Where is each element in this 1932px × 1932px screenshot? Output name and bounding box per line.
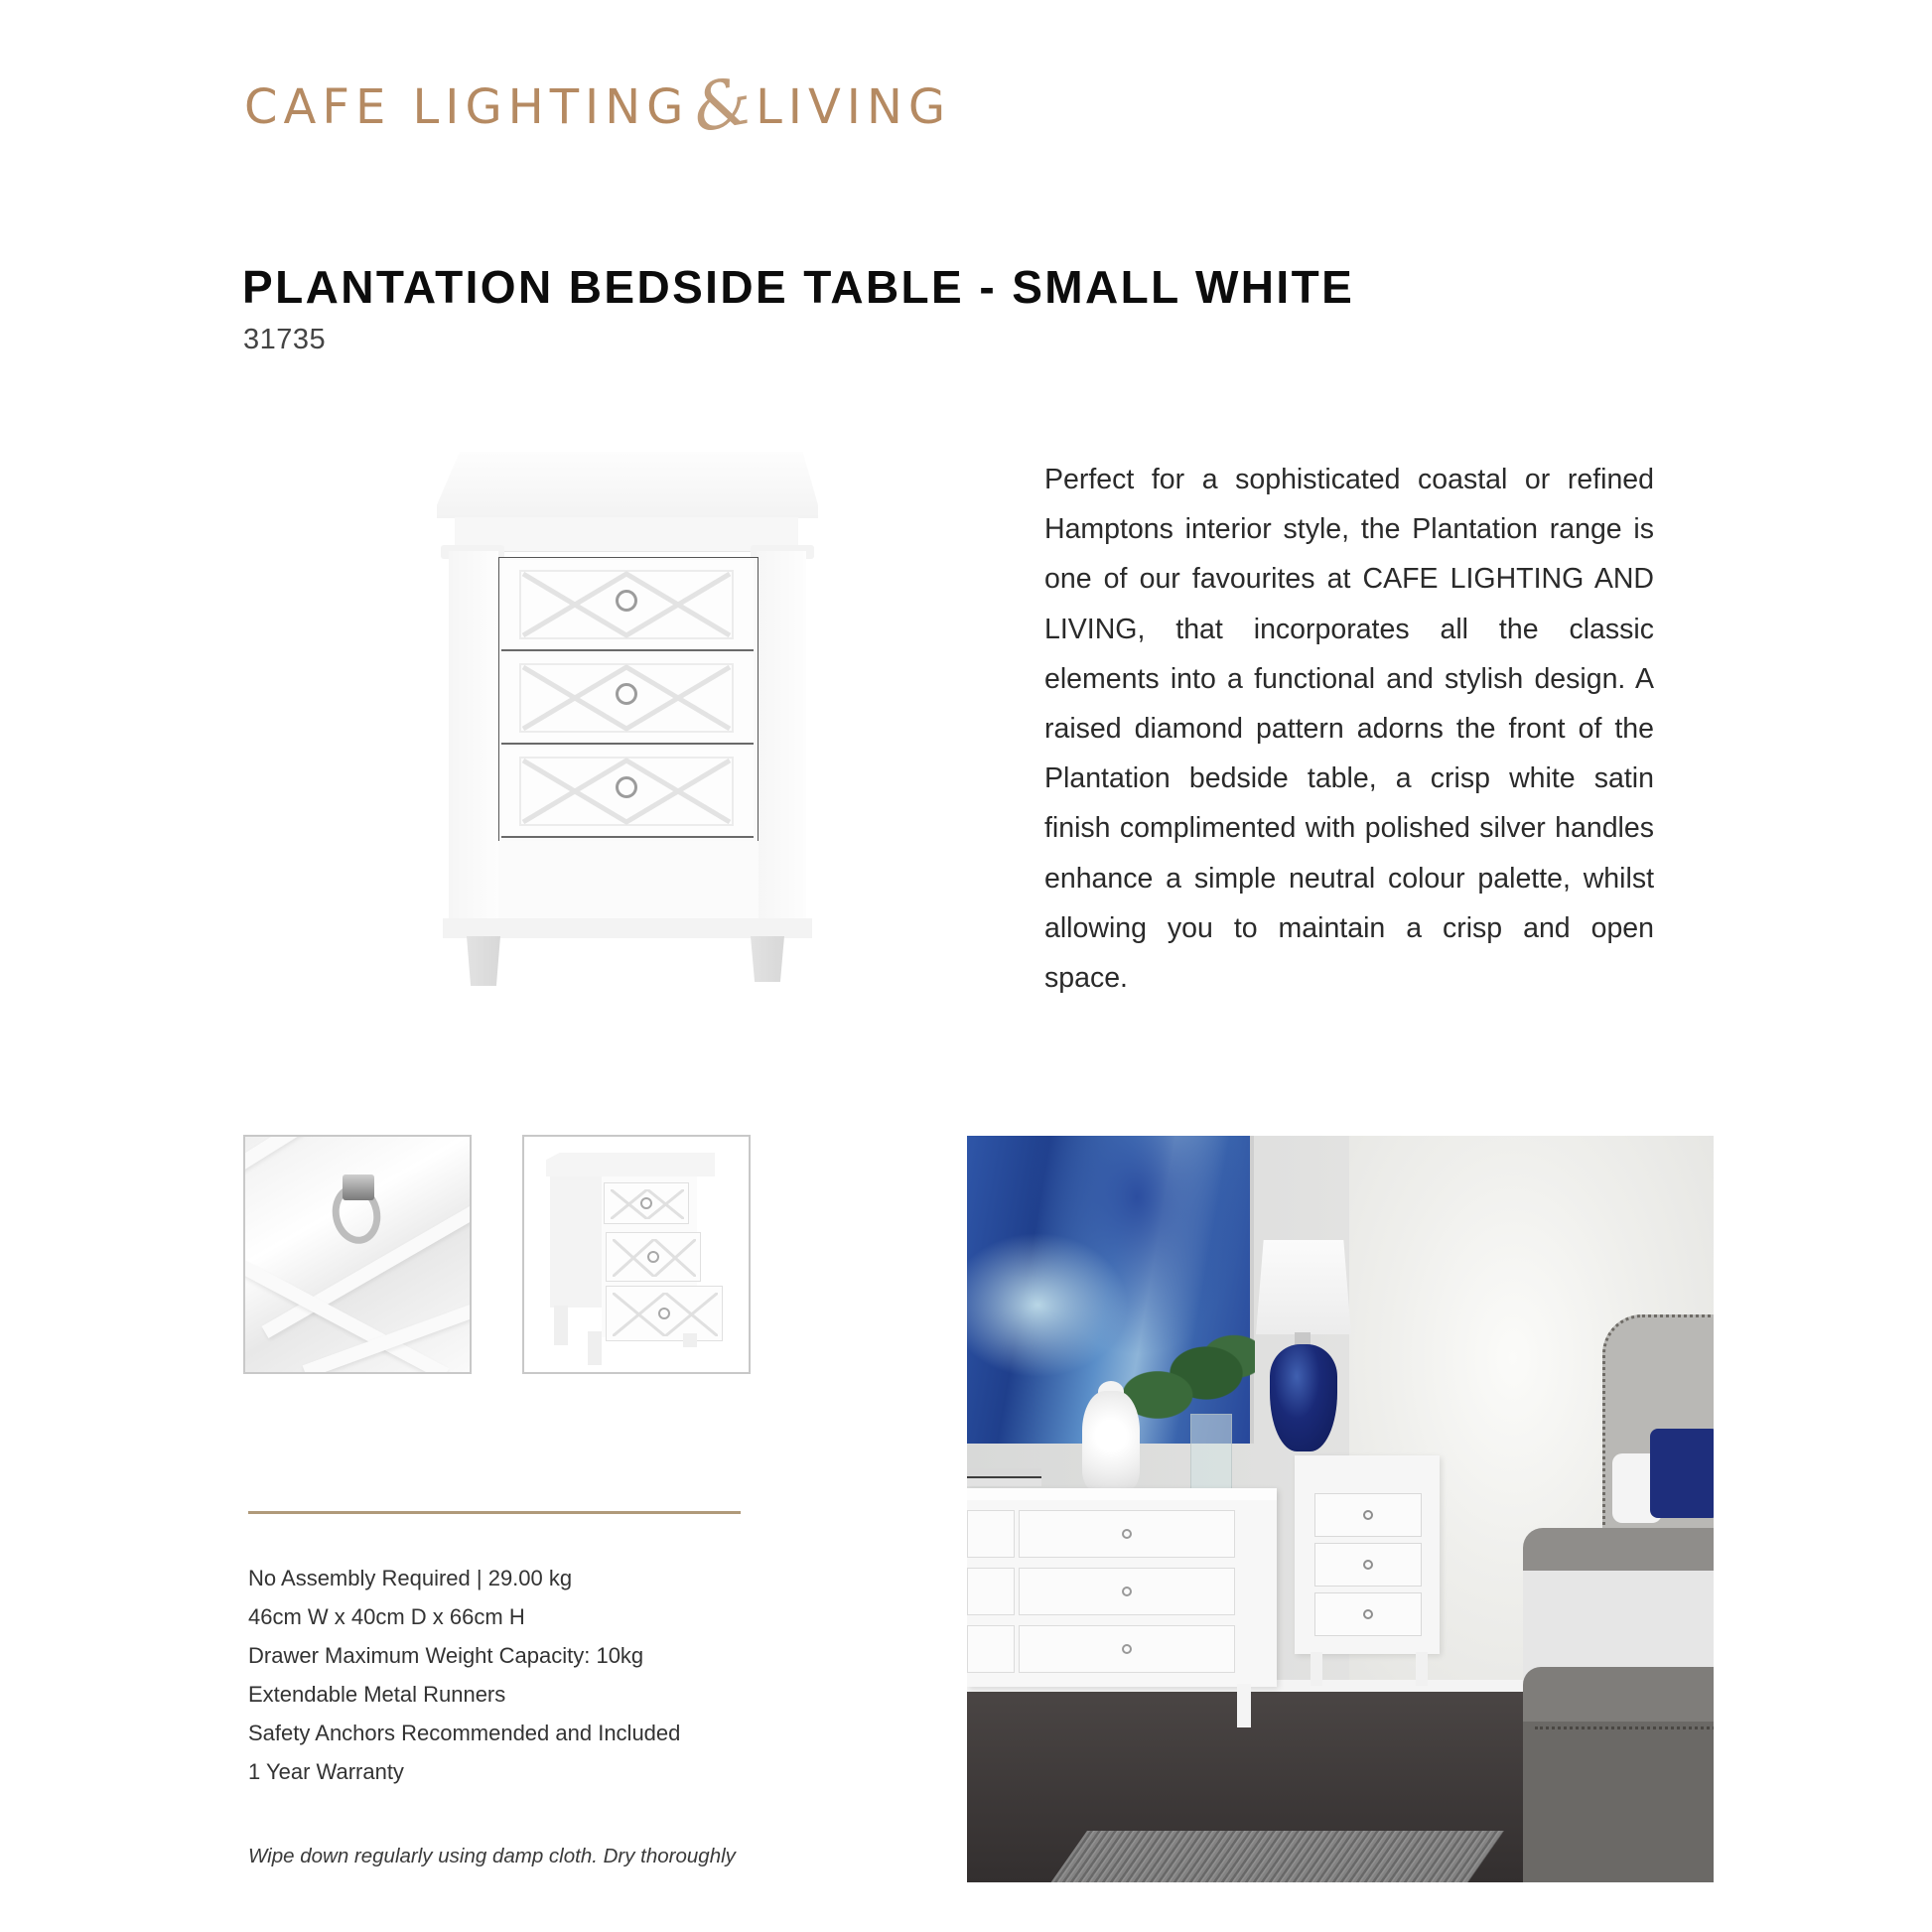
table-apron [455,517,798,552]
logo-text-right: LIVING [756,79,952,135]
leg-left [467,936,500,986]
drawer-open [606,1232,701,1282]
thumbnail-handle-detail[interactable] [243,1135,472,1374]
dresser-drawer [967,1568,1015,1615]
thumbnail-drawers-open[interactable] [522,1135,751,1374]
drawer [1314,1592,1422,1636]
spec-list [248,1559,680,1791]
navy-cushion [1650,1429,1714,1518]
brand-logo [244,61,952,148]
ring-handle-icon [647,1251,659,1263]
books [967,1468,1041,1486]
spec-item: Drawer Maximum Weight Capacity: 10kg [248,1643,644,1668]
nailhead-trim [1535,1726,1714,1731]
logo-text-left: CAFE LIGHTING [244,79,690,135]
table-side [550,1176,603,1308]
drawer-3 [501,747,754,838]
drawer-cabinet [498,557,759,843]
ring-handle-icon [1363,1560,1373,1570]
ring-handle-icon [1122,1529,1132,1539]
spec-item: Safety Anchors Recommended and Included [248,1721,681,1745]
table-base [443,918,812,938]
spec-item: 46cm W x 40cm D x 66cm H [248,1604,525,1629]
drawer-open [606,1286,723,1341]
drawer [1314,1493,1422,1537]
post-left [449,551,498,920]
handle-mount-icon [343,1174,374,1200]
dresser-drawer [1019,1510,1235,1558]
bedside-table-in-room [1295,1455,1440,1654]
care-instructions: Wipe down regularly using damp cloth. Dry thoroughly [248,1845,736,1867]
rug [1045,1831,1504,1882]
room-lifestyle-image[interactable] [967,1136,1714,1882]
leg-right [751,936,784,982]
drawer [1314,1543,1422,1587]
bottom-rail [498,841,759,920]
drawer-closed [604,1182,689,1224]
lamp-shade [1256,1240,1351,1334]
logo-ampersand: & [687,61,759,148]
upholstered-bench [1523,1667,1714,1882]
leg [554,1306,568,1345]
ring-handle-icon [640,1197,652,1209]
drawer-2 [501,653,754,745]
dresser-drawer [1019,1625,1235,1673]
ginger-jar [1082,1391,1140,1490]
drawer-1 [501,560,754,651]
gold-divider [248,1511,741,1514]
dresser-leg [1237,1684,1251,1727]
dresser-drawer [967,1625,1015,1673]
ring-handle-icon [1122,1587,1132,1596]
ring-handle-icon [1363,1510,1373,1520]
product-sku: 31735 [243,324,327,355]
ring-handle-icon [616,683,637,705]
dresser [967,1488,1277,1687]
glass-vase [1190,1414,1232,1492]
post-right [757,551,806,920]
spec-item: Extendable Metal Runners [248,1682,506,1707]
blue-gourd-lamp [1270,1344,1337,1451]
bedside-leg [1311,1652,1322,1686]
dresser-drawer [1019,1568,1235,1615]
dresser-top [967,1488,1277,1500]
ring-handle-icon [616,590,637,612]
ring-handle-icon [616,776,637,798]
product-title: PLANTATION BEDSIDE TABLE - SMALL WHITE [242,261,1355,313]
ring-handle-icon [658,1308,670,1319]
hero-product-image [435,452,820,988]
ring-handle-icon [1122,1644,1132,1654]
leg [683,1333,697,1347]
table-top [437,452,818,518]
bedside-leg [1416,1652,1428,1686]
spec-item: No Assembly Required | 29.00 kg [248,1566,573,1590]
ring-handle-icon [1363,1609,1373,1619]
dresser-drawer-row [967,1625,1237,1675]
product-description: Perfect for a sophisticated coastal or refined Hamptons interior style, the Plantation range is one of our favourites at CAFE LIGHTING AND LIVING, that incorporates all the classic elements into a functional and stylish design. A raised diamond pattern adorns the front of the Plantation bedside table, a crisp white satin finish complimented with polished silver handles enhance a simple neutral colour palette, whilst allowing you to maintain a crisp and open space. [1044,464,1654,995]
dresser-drawer-row [967,1510,1237,1560]
table-top [546,1153,715,1176]
molding-line [243,1135,397,1179]
dresser-drawer [967,1510,1015,1558]
leg [588,1331,602,1365]
dresser-drawer-row [967,1568,1237,1617]
spec-item: 1 Year Warranty [248,1759,404,1784]
